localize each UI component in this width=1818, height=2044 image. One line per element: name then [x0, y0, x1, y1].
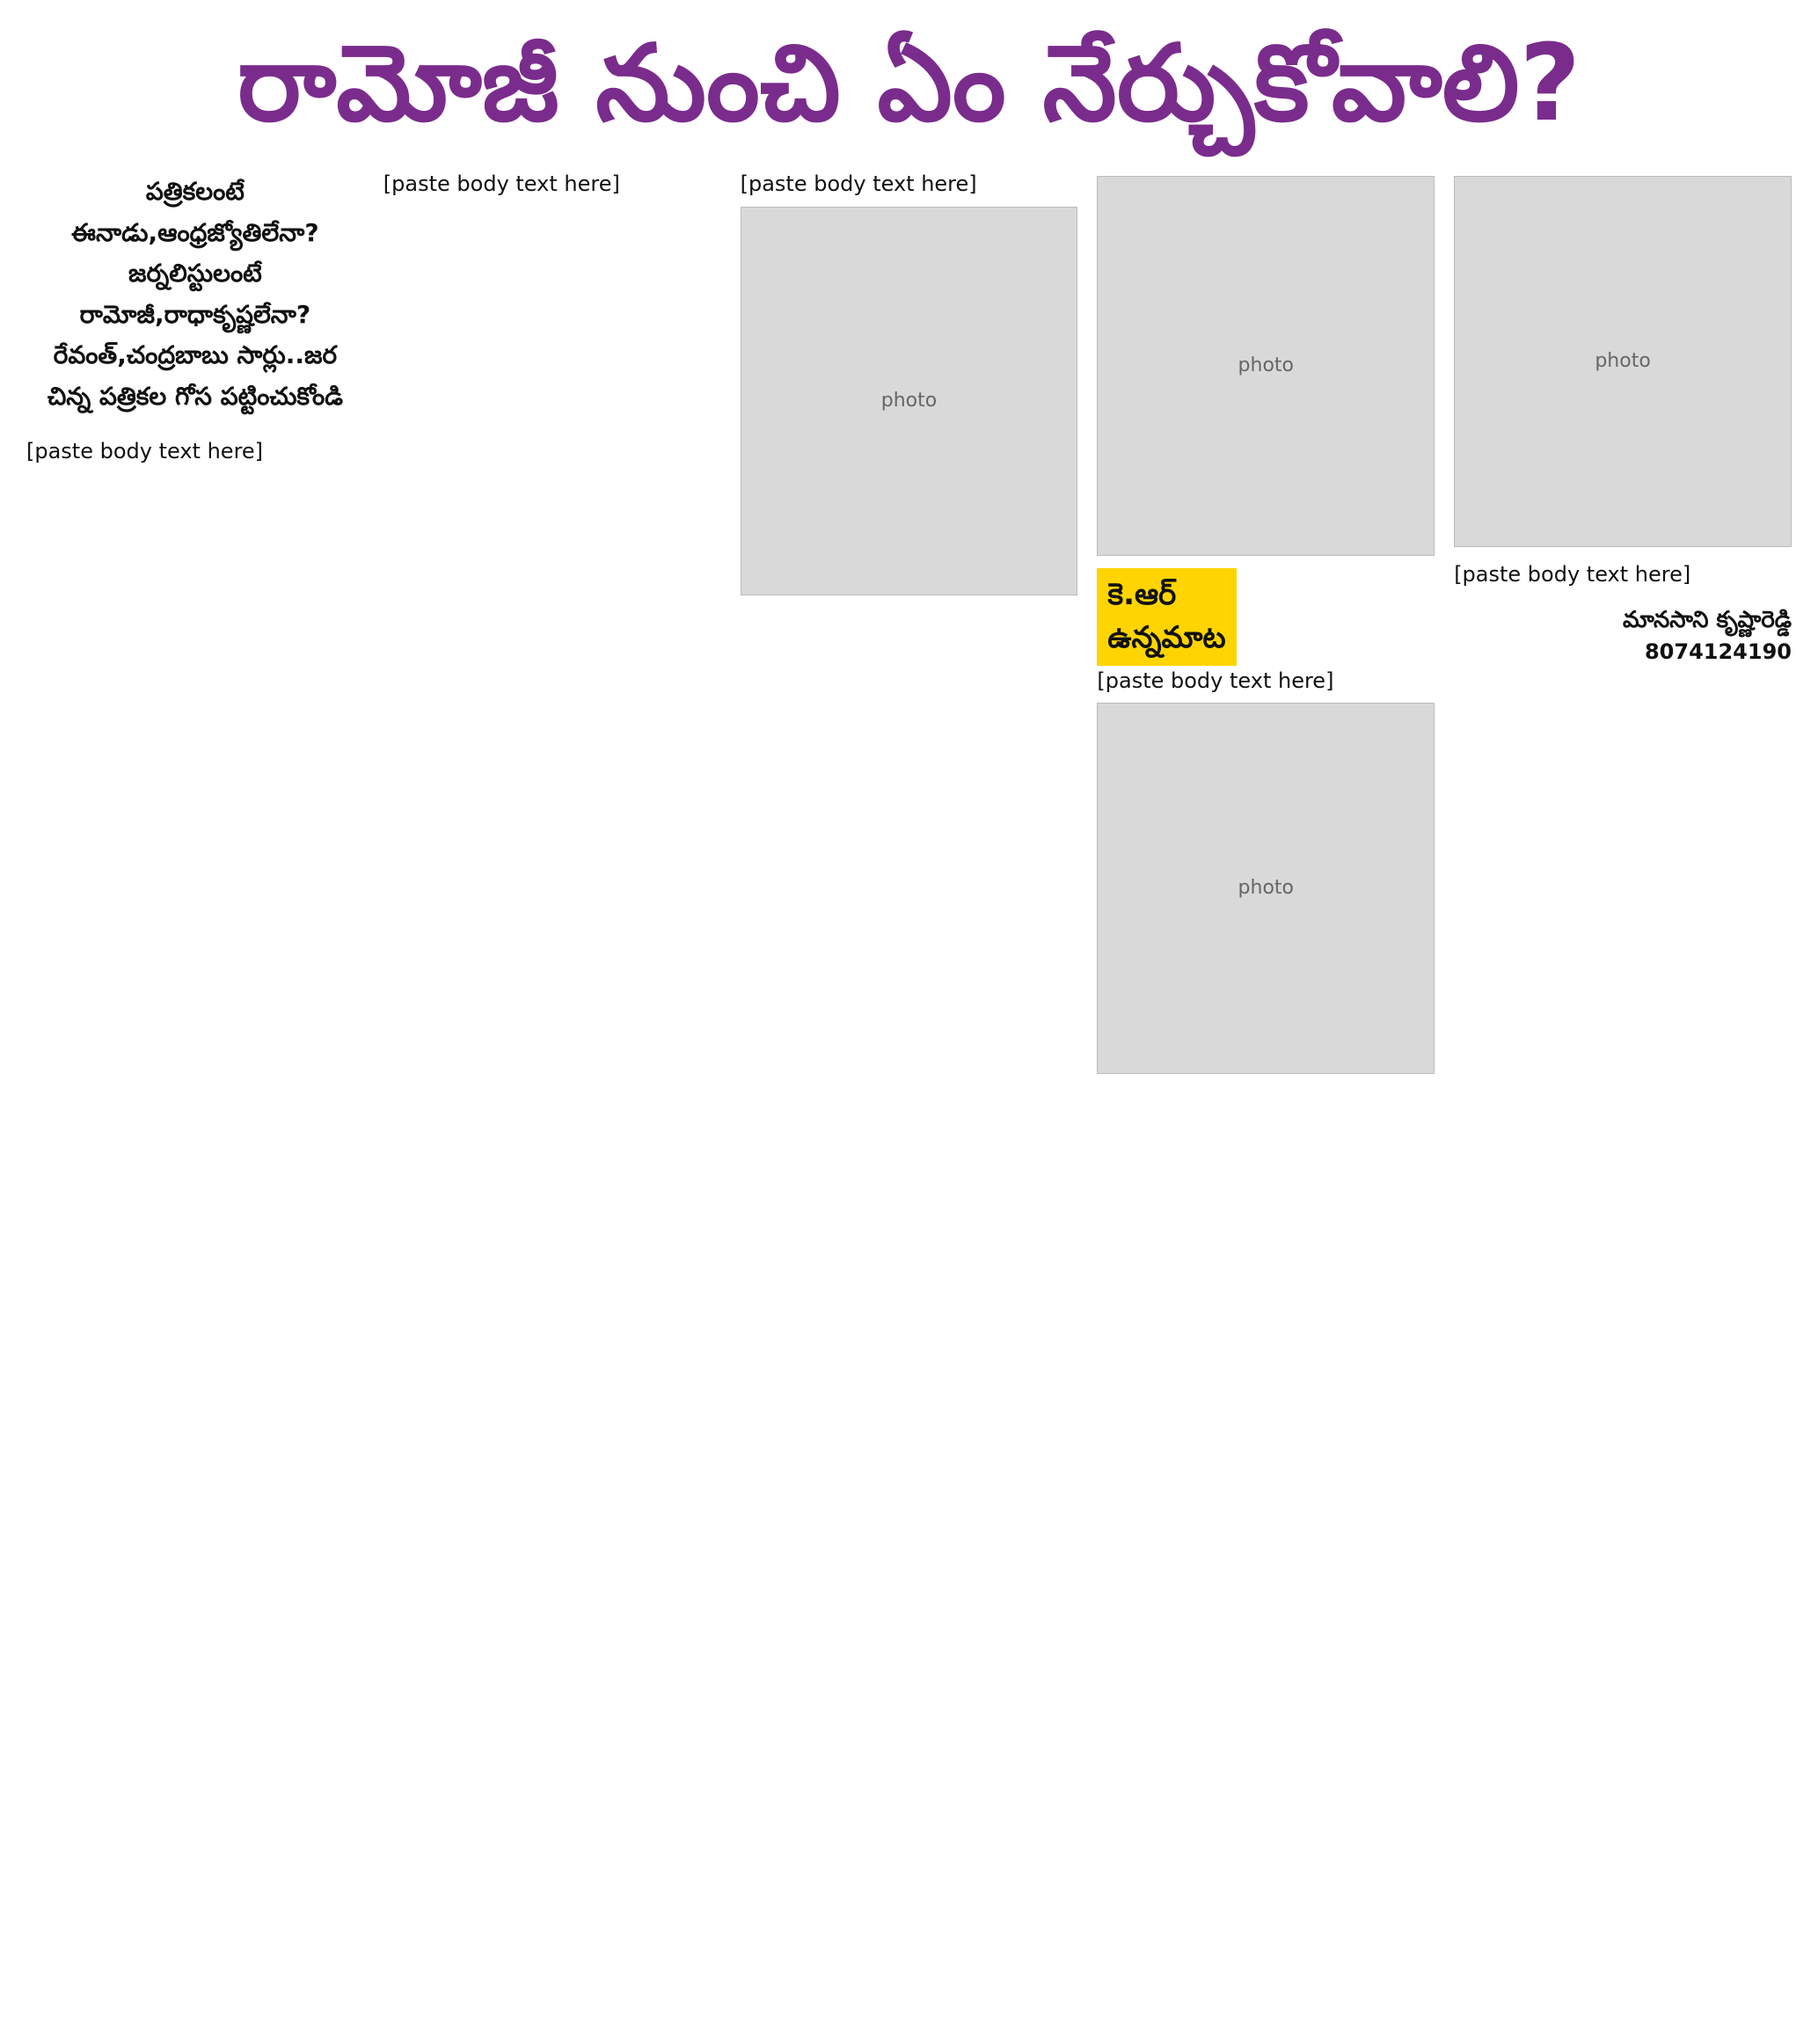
blurb-line: జర్నలిస్టులంటే	[128, 259, 262, 288]
article-body	[26, 169, 1792, 2016]
column-text: [paste body text here]	[1454, 562, 1691, 587]
photo-placeholder: photo	[741, 207, 1078, 595]
intro-blurb	[26, 174, 364, 415]
badge-line-1: కె.ఆర్	[1107, 577, 1177, 612]
column-text: [paste body text here]	[26, 438, 264, 464]
column-3	[741, 169, 1078, 2016]
badge-line-2: ఉన్నమాట	[1107, 620, 1226, 656]
author-name: మానసాని కృష్ణారెడ్డి	[1622, 606, 1792, 633]
photo-placeholder: photo	[1097, 703, 1435, 1074]
column-2	[383, 169, 721, 2016]
photo-placeholder: photo	[1097, 176, 1435, 556]
blurb-line: ఈనాడు,ఆంధ్రజ్యోతిలేనా?	[71, 217, 319, 247]
column-text: [paste body text here]	[383, 172, 620, 196]
column-text: [paste body text here]	[740, 172, 977, 196]
blurb-line: చిన్న పత్రికల గోస పట్టించుకోండి	[47, 381, 343, 411]
column-text: [paste body text here]	[1097, 668, 1334, 693]
page-title: రామోజీ నుంచి ఏం నేర్చుకోవాలి?	[237, 23, 1581, 145]
column-badge	[1097, 568, 1236, 666]
blurb-line: రామోజీ,రాధాకృష్ణలేనా?	[79, 299, 311, 329]
blurb-line: రేవంత్,చంద్రబాబు సార్లు..జర	[53, 340, 338, 370]
column-1	[26, 169, 364, 2016]
column-5	[1454, 169, 1792, 2016]
author-phone: 8074124190	[1644, 639, 1792, 665]
blurb-line: పత్రికలంటే	[145, 177, 245, 206]
photo-placeholder: photo	[1454, 176, 1792, 547]
column-4	[1097, 169, 1435, 2016]
